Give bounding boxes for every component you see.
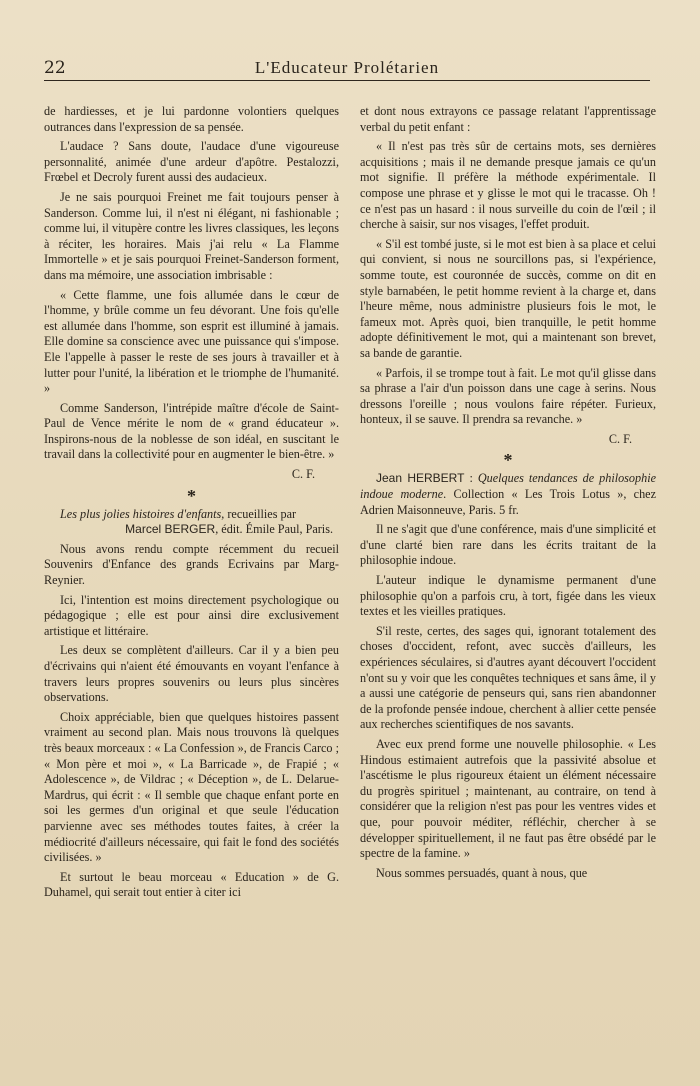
page-header (44, 58, 650, 81)
section-separator: * (187, 485, 196, 506)
paragraph: S'il reste, certes, des sages qui, ignorant totalement des choses d'occident, refont, avec succès d'ailleurs, les expériences séculaires, si d'autres ayant découvert l'occident n'ont su y voir que les conquêtes techniques et sans âme, il y a aussi une catégorie de penseurs qui, sans rien abandonner de la profonde pensée indoue, cherchent à allier cette pensée aux recherches scientifiques de nos savants. (360, 623, 656, 732)
quote-paragraph: « S'il est tombé juste, si le mot est bien à sa place et celui qui convient, si nous ne sourcillons pas, si l'expérience, somme toute, est couronnée de succès, comme on dit en style barnabéen, le petit homme revient à la charge et, dans l'heure même, nous administre plusieurs fois le mot, le fameux mot. Après quoi, bien tranquille, le petit homme adopte définitivement le mot, qui a maintenant son brevet, sa bande de garantie. (360, 236, 656, 360)
section-separator: * (503, 450, 513, 471)
review-publisher: , édit. Émile Paul, Paris. (215, 522, 333, 537)
right-column (360, 104, 656, 885)
paragraph: Comme Sanderson, l'intrépide maître d'école de Saint-Paul de Vence mérite le nom de « grand éducateur ». Inspirons-nous de la noblesse de son idéal, en suscitant le travail dans la collectivité pour en augmenter le bien-être. » (44, 400, 339, 462)
paragraph: Nous sommes persuadés, quant à nous, que (376, 865, 588, 880)
review-heading (44, 507, 339, 538)
paragraph: Je ne sais pourquoi Freinet me fait toujours penser à Sanderson. Comme lui, il n'est ni élégant, ni fashionable ; comme lui, il vitupère contre les livres classiques, les leçons à réciter, les horaires. Mais j'ai relu « La Flamme Immortelle » et je sais pourquoi Freinet-Sanderson forment, dans ma mémoire, une association imbrisable : (44, 189, 339, 282)
left-column (44, 104, 339, 905)
review-author: Jean HERBERT (376, 471, 465, 486)
review-heading-sep: : (464, 471, 478, 486)
paragraph: Les deux se complètent d'ailleurs. Car il y a bien peu d'écrivains qui n'aient été émouvants en voyant l'enfance à travers leurs propres souvenirs ou leurs plus sincères observations. (44, 643, 339, 705)
review-heading-text: , recueillies par (221, 506, 297, 521)
quote-paragraph: « Il n'est pas très sûr de certains mots, ses dernières acquisitions ; mais il ne demande presque jamais ce qu'un mot signifie. Il préfère la méthode expérimentale. Il compose une phrase et y glisse le mot qui le tracasse. Oh ! ce n'est pas un hasard : il nous surveille du coin de l'œil ; il cherche à saisir, sur nos visages, l'effet produit. (360, 139, 656, 232)
review-author: Marcel BERGER (125, 522, 216, 537)
journal-title: L'Educateur Prolétarien (254, 58, 440, 77)
paragraph: L'auteur indique le dynamisme permanent d'une philosophie qu'on a parfois cru, à tort, figée dans les vieux textes et les vieilles pratiques. (360, 573, 656, 619)
paragraph: Avec eux prend forme une nouvelle philosophie. « Les Hindous estimaient autrefois que la passivité absolue et l'ascétisme le plus rigoureux étaient un élément nécessaire du progrès spirituel ; maintenant, au contraire, on tend à considérer que la religion n'est pas pour les ventres vides et que, pour pouvoir méditer, réfléchir, chercher à se développer spirituellement, il ne faut pas être obsédé par le spectre de la famine. » (360, 736, 656, 861)
signature: C. F. (608, 431, 632, 446)
paragraph: de hardiesses, et je lui pardonne volontiers quelques outrances dans l'expression de sa pensée. (44, 104, 339, 134)
review-book-title: Les plus jolies histoires d'enfants (60, 506, 222, 521)
paragraph: Choix appréciable, bien que quelques histoires passent vraiment au second plan. Mais nous trouvons là quelques très beaux morceaux : « La Confession », de Francis Carco ; « Mon père et moi », « La Barricade », de Frapié ; « Adolescence », de Vildrac ; « Déception », de L. Delarue-Mardrus, qui écrit : « Il semble que chaque enfant porte en soi les germes d'un original et que seule l'éducation parvienne avec ses méthodes toutes faites, à créer la médiocrité d'ailleurs nécessaire, qui fait le fond des sociétés civilisées. » (44, 709, 339, 865)
paragraph: Et surtout le beau morceau « Education » de G. Duhamel, qui serait tout entier à citer ici (44, 869, 339, 900)
paragraph: et dont nous extrayons ce passage relatant l'apprentissage verbal du petit enfant : (360, 104, 656, 134)
quote-paragraph: « Cette flamme, une fois allumée dans le cœur de l'homme, y brûle comme un feu dévorant. Une fois qu'elle est allumée dans l'homme, son esprit est illuminé à jamais. Elle domine sa conscience avec une puissance qui s'impose. Ele l'appelle à passer le reste de ses jours à travailler et à lutter pour l'unité, la libération et le triomphe de l'humanité. » (44, 287, 339, 396)
review-heading (360, 471, 656, 518)
paragraph: Nous avons rendu compte récemment du recueil Souvenirs d'Enfance des grands Ecrivains par Marg-Reynier. (44, 541, 339, 588)
quote-paragraph: « Parfois, il se trompe tout à fait. Le mot qu'il glisse dans sa phrase a l'air d'un poisson dans une cage à serins. Nous dressons l'oreille ; nous voulons faire répéter. Furieux, honteux, il se sauve. Il prendra sa revanche. » (360, 365, 656, 427)
signature: C. F. (291, 467, 315, 482)
paragraph: L'audace ? Sans doute, l'audace d'une vigoureuse personnalité, animée d'une ardeur d'apôtre. Pestalozzi, Frœbel et Decroly furent aussi des audacieux. (44, 139, 339, 185)
review-publisher: . Collection « Les Trois Lotus », chez Adrien Maisonneuve, Paris. 5 fr. (360, 487, 657, 517)
paragraph: Il ne s'agit que d'une conférence, mais d'une simplicité et d'une clarté bien rare dans les écrits traitant de la philosophie indoue. (360, 522, 656, 568)
review-heading-line2 (44, 522, 339, 538)
review-book-title: Quelques tendances de philosophie indoue moderne (360, 471, 656, 502)
page-number: 22 (44, 58, 66, 78)
paragraph: Ici, l'intention est moins directement psychologique ou pédagogique ; elle est pour ainsi dire exclusivement artistique et littéraire. (44, 592, 339, 638)
